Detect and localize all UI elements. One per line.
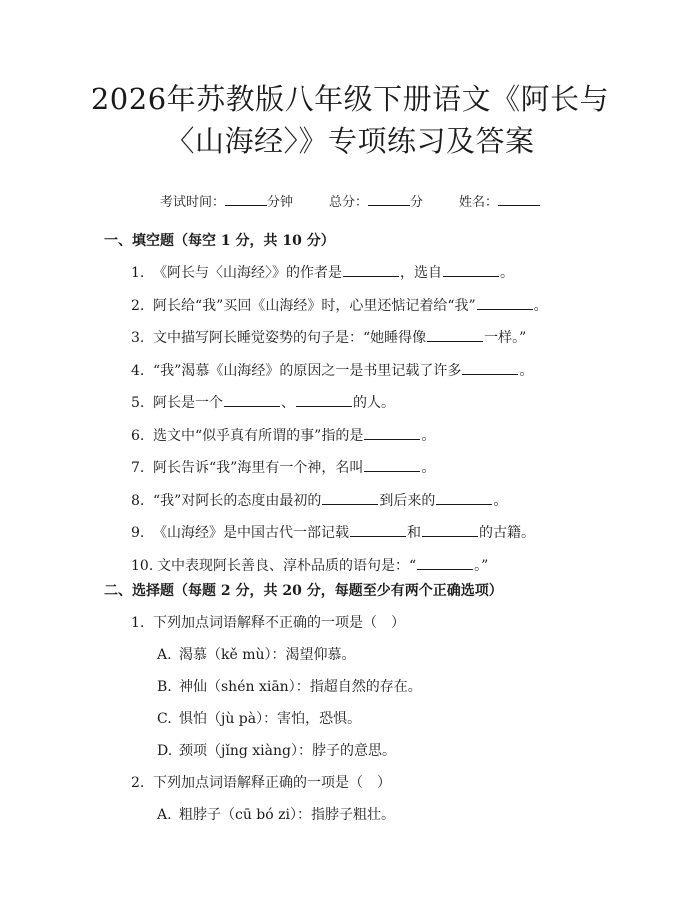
question-text: 文中描写阿长睡觉姿势的句子是：“她睡得像 <box>153 330 427 346</box>
question-text: “我”对阿长的态度由最初的 <box>153 492 322 509</box>
question-number: 9. <box>131 525 145 541</box>
answer-blank[interactable] <box>350 522 406 537</box>
answer-blank[interactable] <box>427 327 483 342</box>
question-text: 《山海经》是中国古代一部记载 <box>153 525 349 541</box>
option-text: 粗脖子（cū bó zi）：指脖子粗壮。 <box>179 807 396 823</box>
answer-blank[interactable] <box>443 262 499 277</box>
fill-in-question <box>131 522 535 542</box>
question-number: 6. <box>131 427 145 444</box>
question-text: 下列加点词语解释不正确的一项是（ ） <box>153 615 405 631</box>
question-text: 。 <box>500 265 514 281</box>
section-choice-title: 二、选择题（每题 2 分，共 20 分，每题至少有两个正确选项） <box>104 583 503 599</box>
option-key: A. <box>157 647 172 663</box>
fill-in-question <box>131 392 395 412</box>
answer-blank[interactable] <box>322 490 378 505</box>
question-text: 。 <box>493 492 508 509</box>
answer-blank[interactable] <box>417 555 473 570</box>
page-title: 2026年苏教版八年级下册语文《阿长与〈山海经〉》专项练习及答案 <box>90 82 610 158</box>
question-text: 文中表现阿长善良、淳朴品质的语句是：“ <box>157 557 417 574</box>
answer-blank[interactable] <box>364 457 420 472</box>
choice-question <box>131 612 405 632</box>
choice-option[interactable] <box>157 676 422 696</box>
choice-option[interactable] <box>157 740 396 760</box>
choice-question <box>131 772 391 792</box>
score-label: 总分： <box>328 194 368 210</box>
fill-in-question <box>131 457 435 477</box>
question-number: 1. <box>131 615 145 631</box>
choice-option[interactable] <box>157 804 395 824</box>
score-unit: 分 <box>410 194 424 210</box>
question-text: 阿长给“我”买回《山海经》时，心里还惦记着给“我” <box>153 297 476 314</box>
question-text: 阿长告诉“我”海里有一个神，名叫 <box>153 460 364 476</box>
option-key: B. <box>157 679 172 695</box>
name-label: 姓名： <box>459 194 499 210</box>
time-label: 考试时间： <box>159 194 225 210</box>
question-number: 5. <box>131 395 145 411</box>
question-text: 、 <box>281 395 295 411</box>
option-key: A. <box>157 807 172 823</box>
question-number: 2. <box>131 775 145 791</box>
question-number: 8. <box>131 492 145 509</box>
question-text: 。 <box>533 297 548 314</box>
question-text: 阿长是一个 <box>153 395 223 411</box>
fill-in-question <box>131 327 526 347</box>
answer-blank[interactable] <box>422 522 478 537</box>
option-text: 惧怕（jù pà）：害怕，恐惧。 <box>179 711 362 727</box>
question-text: 到后来的 <box>379 492 436 509</box>
choice-option[interactable] <box>157 644 356 664</box>
question-text: 。 <box>519 362 534 379</box>
option-text: 颈项（jǐng xiàng）：脖子的意思。 <box>179 743 396 759</box>
option-text: 神仙（shén xiān）：指超自然的存在。 <box>179 679 422 695</box>
section-fill-in-title: 一、填空题（每空 1 分，共 10 分） <box>104 233 335 249</box>
answer-blank[interactable] <box>343 262 399 277</box>
answer-blank[interactable] <box>462 360 518 375</box>
fill-in-question <box>131 555 488 575</box>
question-text: ，选自 <box>400 265 442 281</box>
time-unit: 分钟 <box>266 194 293 210</box>
answer-blank[interactable] <box>364 425 420 440</box>
student-name <box>459 191 540 210</box>
fill-in-question <box>131 490 507 510</box>
question-text: 下列加点词语解释正确的一项是（ ） <box>153 775 391 791</box>
choice-option[interactable] <box>157 708 361 728</box>
fill-in-question <box>131 262 514 282</box>
question-text: 。 <box>421 460 436 476</box>
total-score <box>329 191 423 210</box>
answer-blank[interactable] <box>296 392 352 407</box>
question-number: 2. <box>131 297 145 314</box>
answer-blank[interactable] <box>436 490 492 505</box>
fill-in-question <box>131 425 435 445</box>
question-number: 3. <box>131 330 145 346</box>
name-blank[interactable] <box>498 191 540 206</box>
question-text: 《阿长与〈山海经〉》的作者是 <box>153 265 342 281</box>
question-text: 一样。” <box>484 330 527 346</box>
question-text: 的古籍。 <box>479 525 535 541</box>
question-number: 7. <box>131 460 145 476</box>
question-text: 和 <box>407 525 421 541</box>
exam-meta <box>0 190 700 210</box>
question-text: 。” <box>474 557 489 574</box>
score-blank[interactable] <box>368 191 410 206</box>
question-number: 1. <box>131 265 145 281</box>
fill-in-question <box>131 360 533 380</box>
question-text: 。 <box>421 427 436 444</box>
option-key: C. <box>157 711 172 727</box>
question-text: “我”渴慕《山海经》的原因之一是书里记载了许多 <box>153 362 462 379</box>
question-number: 4. <box>131 362 145 379</box>
question-text: 选文中“似乎真有所谓的事”指的是 <box>153 427 364 444</box>
time-blank[interactable] <box>225 191 267 206</box>
answer-blank[interactable] <box>224 392 280 407</box>
question-number: 10. <box>131 557 154 574</box>
option-key: D. <box>157 743 173 759</box>
option-text: 渴慕（kě mù）：渴望仰慕。 <box>179 647 356 663</box>
exam-time <box>160 191 293 210</box>
fill-in-question <box>131 295 548 315</box>
answer-blank[interactable] <box>477 295 533 310</box>
question-text: 的人。 <box>353 395 395 411</box>
